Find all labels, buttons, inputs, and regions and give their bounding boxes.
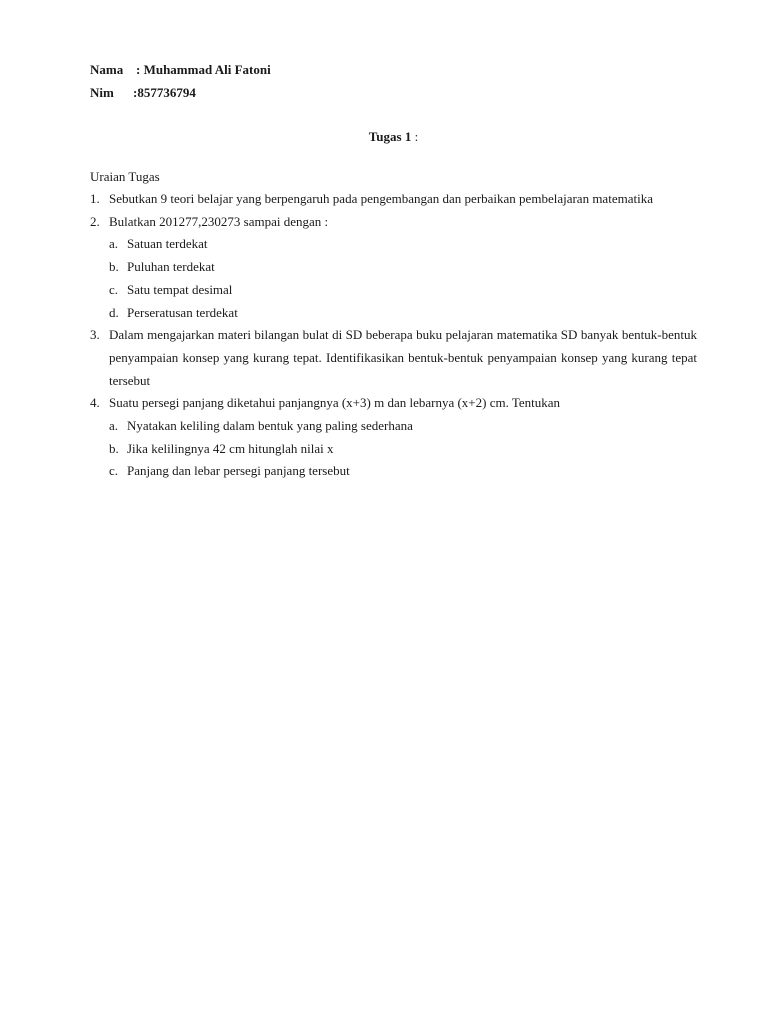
sub-item: [90, 233, 697, 256]
sub-item: [90, 460, 697, 483]
sub-item: [90, 438, 697, 461]
sub-item-letter: c.: [109, 463, 119, 479]
sub-item: [90, 302, 697, 325]
sub-item-letter: b.: [109, 259, 119, 275]
question-item: [90, 211, 697, 234]
question-item: [90, 324, 697, 392]
question-number: 2.: [90, 213, 100, 229]
nim-label: Nim: [90, 85, 114, 100]
sub-item-text: Jika kelilingnya 42 cm hitunglah nilai x: [127, 440, 334, 456]
sub-item-text: Perseratusan terdekat: [127, 304, 238, 320]
nim-value: :857736794: [133, 85, 196, 100]
sub-item-letter: c.: [109, 281, 119, 297]
question-number: 3.: [90, 327, 100, 343]
question-text: Bulatkan 201277,230273 sampai dengan :: [109, 213, 329, 229]
sub-item-letter: d.: [109, 304, 119, 320]
question-number: 1.: [90, 191, 100, 206]
section-label: Uraian Tugas: [90, 169, 160, 184]
name-label: Nama: [90, 62, 124, 77]
name-value: : Muhammad Ali Fatoni: [136, 62, 271, 77]
sub-item-text: Panjang dan lebar persegi panjang tersebut: [127, 463, 350, 479]
question-list: [90, 188, 697, 483]
document-content: [90, 58, 697, 483]
assignment-title: [90, 125, 697, 148]
nim-line: [90, 81, 697, 104]
sub-item: [90, 415, 697, 438]
assignment-title-suffix: :: [411, 129, 419, 144]
sub-item-letter: b.: [109, 440, 119, 456]
sub-item-text: Satuan terdekat: [127, 236, 208, 252]
sub-item: [90, 279, 697, 302]
question-text: Suatu persegi panjang diketahui panjangnya (x+3) m dan lebarnya (x+2) cm. Tentukan: [109, 395, 561, 411]
question-number: 4.: [90, 395, 100, 411]
sub-item: [90, 256, 697, 279]
assignment-title-text: Tugas 1: [368, 129, 412, 144]
name-line: [90, 58, 697, 81]
sub-item-letter: a.: [109, 236, 119, 252]
sub-item-text: Puluhan terdekat: [127, 259, 215, 275]
sub-item-text: Nyatakan keliling dalam bentuk yang paling sederhana: [127, 418, 413, 434]
sub-item-text: Satu tempat desimal: [127, 281, 233, 297]
question-item: [90, 392, 697, 415]
question-text: Dalam mengajarkan materi bilangan bulat di SD beberapa buku pelajaran matematika SD banyak bentuk-bentuk penyampaian konsep yang kurang tepat. Identifikasikan bentuk-bentuk penyampaian konsep yang kurang tepat tersebut: [109, 327, 697, 388]
question-text: Sebutkan 9 teori belajar yang berpengaruh pada pengembangan dan perbaikan pembelajaran matematika: [109, 191, 653, 206]
question-item: [90, 188, 697, 211]
sub-item-letter: a.: [109, 418, 119, 434]
